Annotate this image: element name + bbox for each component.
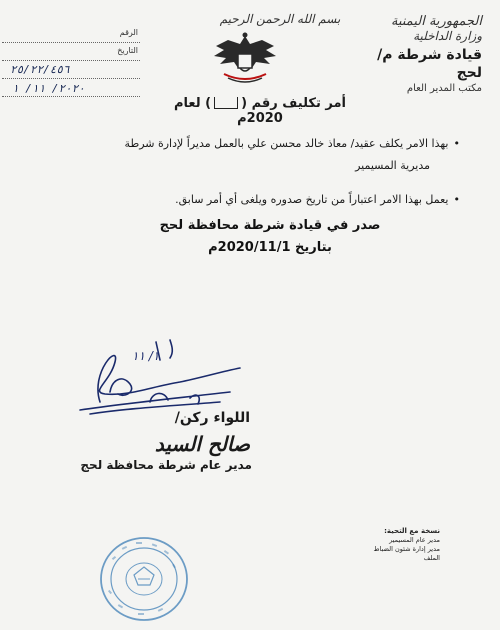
ref-number: ٢٥/٢٢/٤٥٦ [10, 63, 70, 76]
ref-line-1 [2, 42, 140, 43]
official-stamp-icon [98, 535, 190, 623]
copies-item: مدير إدارة شئون الضباط [373, 545, 440, 553]
copies-heading: نسخة مع التحية: [384, 527, 440, 535]
title-suffix: ) لعام 2020م [174, 96, 283, 126]
order-title [150, 96, 370, 126]
signature-date: ١/ ١١ [132, 349, 160, 363]
basmala: بسم الله الرحمن الرحيم [219, 12, 341, 26]
clause-1-line-1: • بهذا الامر يكلف عقيد/ معاذ خالد محسن علي بالعمل مديراً لإدارة شرطة [40, 136, 460, 152]
handwritten-signature [60, 332, 250, 422]
org-header [362, 14, 482, 96]
republic-name: الجمهورية اليمنية [390, 14, 482, 29]
ref-line-3 [2, 78, 140, 79]
signatory-name: صالح السيد [154, 432, 250, 456]
signatory-rank: اللواء ركن/ [174, 410, 250, 426]
copies-list [330, 527, 440, 563]
ref-label-number: الرقم [119, 28, 138, 37]
order-number-blank [214, 97, 238, 109]
clause-2: • يعمل بهذا الامر اعتباراً من تاريخ صدوره ويلغى أي أمر سابق. [40, 192, 460, 208]
order-date: بتاريخ 2020/11/1م [208, 240, 332, 255]
ref-line-4 [2, 96, 140, 97]
ref-line-2 [2, 60, 140, 61]
ref-date: ٢٠٢٠/ ١١/ ١ [12, 82, 85, 95]
copies-item: مدير عام المسيمير [389, 536, 440, 544]
yemen-eagle-emblem-icon [210, 30, 280, 86]
issued-at: صدر في قيادة شرطة محافظة لحج [159, 218, 381, 233]
office-name: مكتب المدير العام [406, 83, 482, 94]
reference-box [2, 14, 142, 98]
title-prefix: أمر تكليف رقم ( [241, 96, 346, 111]
ministry-name: وزارة الداخلية [413, 29, 482, 43]
ref-label-date: التاريخ [117, 46, 138, 55]
signatory-position: مدير عام شرطة محافظة لحج [80, 458, 252, 472]
clause-1-line-2: مديرية المسيمير [355, 159, 430, 172]
copies-item: الملف [423, 554, 440, 562]
command-name: قيادة شرطة م/ لحج [377, 47, 482, 81]
